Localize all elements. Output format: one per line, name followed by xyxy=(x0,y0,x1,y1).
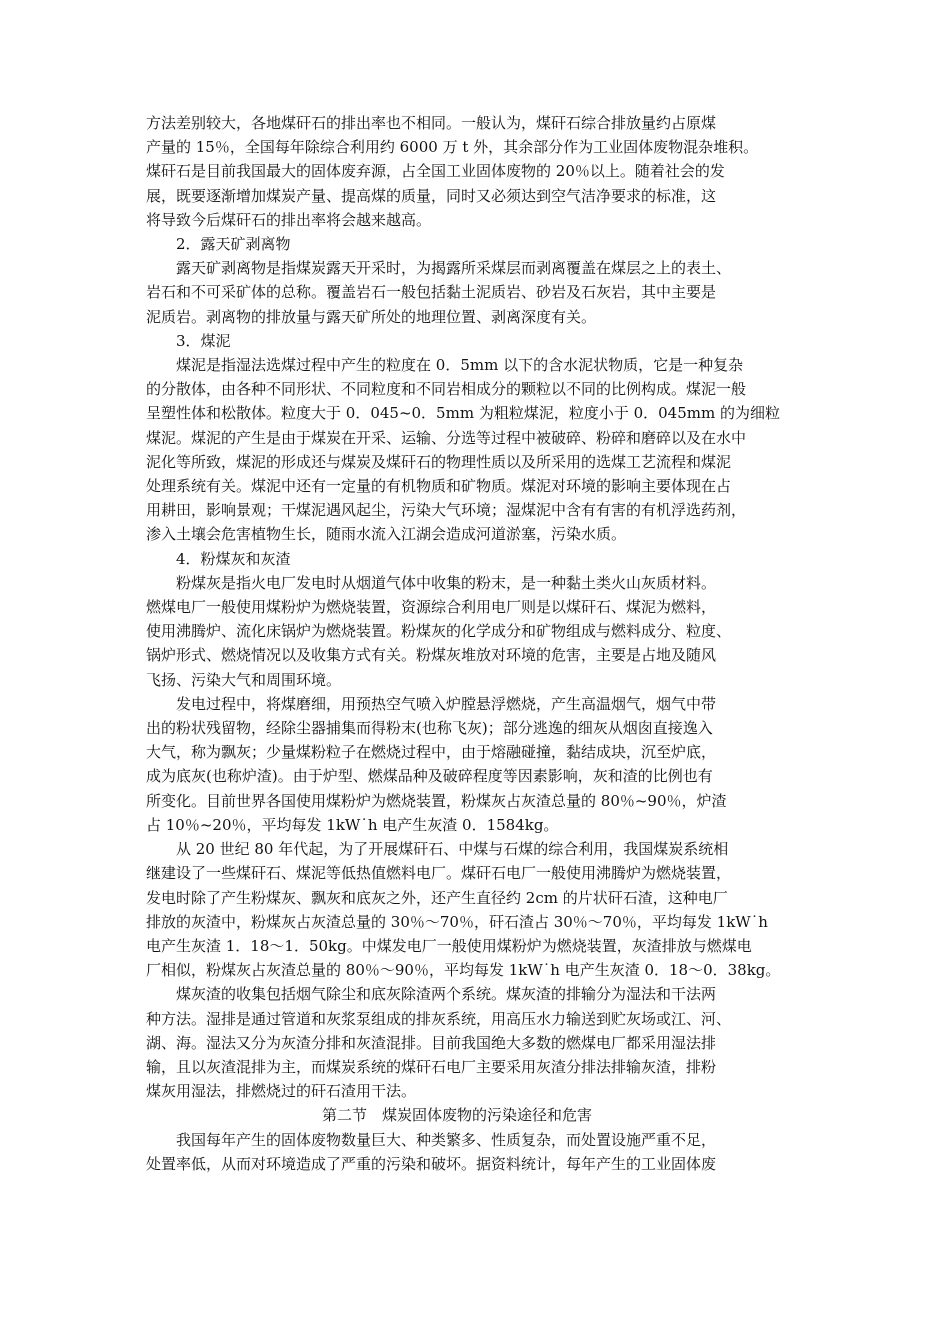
text-line: 的分散体，由各种不同形状、不同粒度和不同岩相成分的颗粒以不同的比例构成。煤泥一般 xyxy=(146,380,747,399)
text-line: 煤泥是指湿法选煤过程中产生的粒度在 0．5mm 以下的含水泥状物质，它是一种复杂 xyxy=(176,356,744,375)
text-line: 展，既要逐渐增加煤炭产量、提高煤的质量，同时又必须达到空气洁净要求的标准，这 xyxy=(146,186,717,205)
subsection-heading: 4．粉煤灰和灰渣 xyxy=(176,549,291,568)
text-line: 我国每年产生的固体废物数量巨大、种类繁多、性质复杂，而处置设施严重不足， xyxy=(176,1130,717,1149)
text-line: 排放的灰渣中，粉煤灰占灰渣总量的 30％～70％，矸石渣占 30％～70％，平均每发 1kW˙h xyxy=(146,912,768,931)
text-line: 处理系统有关。煤泥中还有一定量的有机物质和矿物质。煤泥对环境的影响主要体现在占 xyxy=(146,477,732,496)
text-line: 成为底灰(也称炉渣)。由于炉型、燃煤品种及破碎程度等因素影响，灰和渣的比例也有 xyxy=(146,767,713,786)
text-line: 露天矿剥离物是指煤炭露天开采时，为揭露所采煤层而剥离覆盖在煤层之上的表土、 xyxy=(176,259,732,278)
subsection-heading: 3．煤泥 xyxy=(176,331,231,350)
text-line: 锅炉形式、燃烧情况以及收集方式有关。粉煤灰堆放对环境的危害，主要是占地及随风 xyxy=(146,646,717,665)
text-line: 继建设了一些煤矸石、煤泥等低热值燃料电厂。煤矸石电厂一般使用沸腾炉为燃烧装置， xyxy=(146,864,732,883)
text-line: 出的粉状残留物，经除尘器捕集而得粉末(也称飞灰)；部分逃逸的细灰从烟囱直接逸入 xyxy=(146,719,713,738)
text-line: 煤矸石是目前我国最大的固体废弃源，占全国工业固体废物的 20％以上。随着社会的发 xyxy=(146,162,725,181)
text-line: 方法差别较大，各地煤矸石的排出率也不相同。一般认为，煤矸石综合排放量约占原煤 xyxy=(146,114,717,132)
text-line: 岩石和不可采矿体的总称。覆盖岩石一般包括黏土泥质岩、砂岩及石灰岩，其中主要是 xyxy=(146,283,717,302)
text-line: 发电时除了产生粉煤灰、飘灰和底灰之外，还产生直径约 2cm 的片状矸石渣，这种电厂 xyxy=(146,888,728,907)
text-line: 输，且以灰渣混排为主，而煤炭系统的煤矸石电厂主要采用灰渣分排法排输灰渣，排粉 xyxy=(146,1057,717,1076)
text-line: 所变化。目前世界各国使用煤粉炉为燃烧装置，粉煤灰占灰渣总量的 80％~90％，炉渣 xyxy=(146,791,727,810)
text-line: 泥化等所致，煤泥的形成还与煤炭及煤矸石的物理性质以及所采用的选煤工艺流程和煤泥 xyxy=(146,452,732,471)
text-line: 湖、海。湿法又分为灰渣分排和灰渣混排。目前我国绝大多数的燃煤电厂都采用湿法排 xyxy=(146,1033,717,1052)
text-line: 飞扬、污染大气和周围环境。 xyxy=(146,670,342,689)
text-line: 使用沸腾炉、流化床锅炉为燃烧装置。粉煤灰的化学成分和矿物组成与燃料成分、粒度、 xyxy=(146,622,732,641)
text-line: 粉煤灰是指火电厂发电时从烟道气体中收集的粉末，是一种黏土类火山灰质材料。 xyxy=(176,573,717,592)
text-line: 电产生灰渣 1．18～1．50kg。中煤发电厂一般使用煤粉炉为燃烧装置，灰渣排放与燃煤电 xyxy=(146,936,752,955)
text-line: 产量的 15％，全国每年除综合利用约 6000 万 t 外，其余部分作为工业固体废物混杂堆积。 xyxy=(146,138,759,157)
text-line: 泥质岩。剥离物的排放量与露天矿所处的地理位置、剥离深度有关。 xyxy=(146,307,597,326)
text-line: 燃煤电厂一般使用煤粉炉为燃烧装置，资源综合利用电厂则是以煤矸石、煤泥为燃料， xyxy=(146,598,717,617)
text-line: 从 20 世纪 80 年代起，为了开展煤矸石、中煤与石煤的综合利用，我国煤炭系统相 xyxy=(176,840,729,859)
text-line: 呈塑性体和松散体。粒度大于 0．045~0．5mm 为粗粒煤泥，粒度小于 0．045mm 的为细粒 xyxy=(146,404,780,423)
text-line: 用耕田，影响景观；干煤泥遇风起尘，污染大气环境；湿煤泥中含有有害的有机浮选药剂， xyxy=(146,501,747,520)
text-line: 煤灰渣的收集包括烟气除尘和底灰除渣两个系统。煤灰渣的排输分为湿法和干法两 xyxy=(176,985,717,1004)
text-line: 种方法。湿排是通过管道和灰浆泵组成的排灰系统，用高压水力输送到贮灰场或江、河、 xyxy=(146,1009,732,1028)
subsection-heading: 2．露天矿剥离物 xyxy=(176,235,291,254)
text-line: 渗入土壤会危害植物生长，随雨水流入江湖会造成河道淤塞，污染水质。 xyxy=(146,525,627,544)
text-line: 占 10％~20％，平均每发 1kW˙h 电产生灰渣 0．1584kg。 xyxy=(146,815,559,834)
text-line: 大气，称为飘灰；少量煤粉粒子在燃烧过程中，由于熔融碰撞，黏结成块，沉至炉底， xyxy=(146,743,717,762)
section-heading: 第二节 煤炭固体废物的污染途径和危害 xyxy=(322,1106,593,1125)
text-line: 处置率低，从而对环境造成了严重的污染和破坏。据资料统计，每年产生的工业固体废 xyxy=(146,1154,717,1173)
text-line: 厂相似，粉煤灰占灰渣总量的 80％～90％，平均每发 1kW˙h 电产生灰渣 0．18～0．38kg。 xyxy=(146,961,781,980)
text-line: 将导致今后煤矸石的排出率将会越来越高。 xyxy=(146,210,432,229)
text-line: 煤灰用湿法，排燃烧过的矸石渣用干法。 xyxy=(146,1082,417,1101)
text-line: 发电过程中，将煤磨细，用预热空气喷入炉膛悬浮燃烧，产生高温烟气，烟气中带 xyxy=(176,694,717,713)
text-line: 煤泥。煤泥的产生是由于煤炭在开采、运输、分选等过程中被破碎、粉碎和磨碎以及在水中 xyxy=(146,428,747,447)
